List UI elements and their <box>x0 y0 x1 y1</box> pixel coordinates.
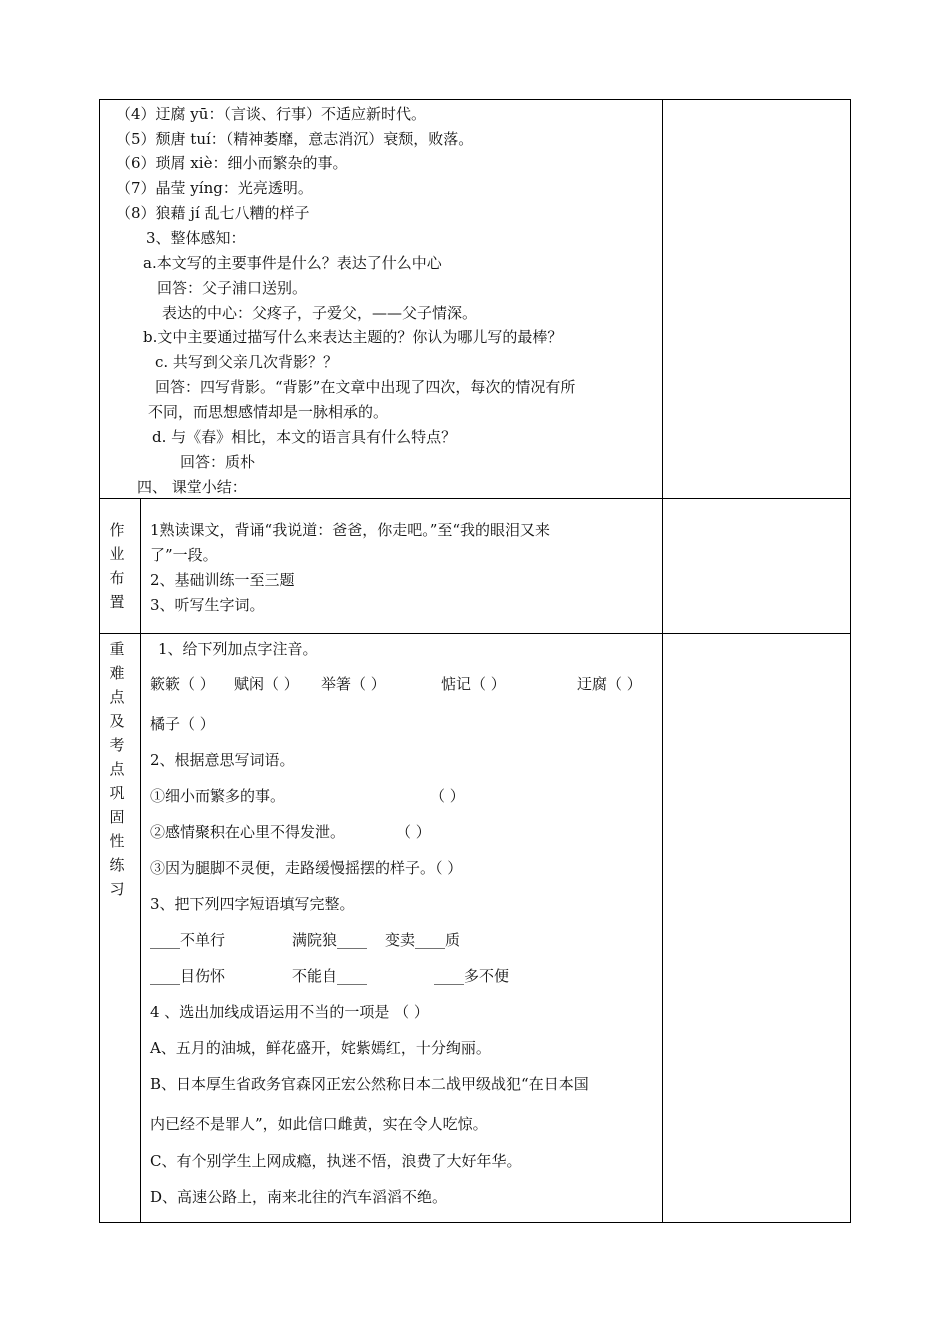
fill-blank-item: ____不单行 <box>150 931 226 949</box>
fill-blank-item: 满院狼____ <box>292 931 368 949</box>
question-2-c: ③因为腿脚不灵便，走路缓慢摇摆的样子。（ ） <box>150 859 463 877</box>
vocab-item: （4）迂腐 yū：（言谈、行事）不适应新时代。 <box>116 105 426 123</box>
homework-line: 3、听写生字词。 <box>150 596 265 614</box>
pinyin-item: 迂腐（ ） <box>577 675 642 693</box>
pinyin-item: 惦记（ ） <box>441 675 506 693</box>
option-b-line2: 内已经不是罪人”，如此信口雌黄，实在令人吃惊。 <box>150 1115 488 1133</box>
question-4: 4 、选出加线成语运用不当的一项是 （ ） <box>150 1003 429 1021</box>
row-divider-2 <box>99 633 851 634</box>
column-divider-label <box>140 498 141 1223</box>
question-2-a-blank: （ ） <box>430 787 465 805</box>
answer-c-2: 不同，而思想感情却是一脉相承的。 <box>148 403 389 421</box>
pinyin-item: 赋闲（ ） <box>234 675 299 693</box>
vocab-item: （8）狼藉 jí 乱七八糟的样子 <box>116 204 310 222</box>
answer-a-1: 回答：父子浦口送别。 <box>157 279 308 297</box>
table-border-right <box>850 99 851 1223</box>
homework-line: 2、基础训练一至三题 <box>150 571 295 589</box>
question-2-b: ②感情聚积在心里不得发泄。 <box>150 823 346 841</box>
answer-c-1: 回答：四写背影。“背影”在文章中出现了四次，每次的情况有所 <box>155 378 576 396</box>
vocab-item: （5）颓唐 tuí：（精神萎靡，意志消沉）衰颓，败落。 <box>116 130 474 148</box>
question-3: 3、把下列四字短语填写完整。 <box>150 895 355 913</box>
question-2-a: ①细小而繁多的事。 <box>150 787 286 805</box>
fill-blank-item: 不能自____ <box>292 967 368 985</box>
pinyin-item: 簌簌（ ） <box>150 675 215 693</box>
table-border-left <box>99 99 100 1223</box>
fill-blank-item: 变卖____质 <box>385 931 461 949</box>
homework-label: 作 业 布 置 <box>109 521 125 611</box>
option-b-line1: B、日本厚生省政务官森冈正宏公然称日本二战甲级战犯“在日本国 <box>150 1075 589 1093</box>
pinyin-item: 橘子（ ） <box>150 715 215 733</box>
column-divider-right <box>662 99 663 1223</box>
question-2-b-blank: （ ） <box>396 823 431 841</box>
fill-blank-item: ____目伤怀 <box>150 967 226 985</box>
pinyin-item: 举箸（ ） <box>321 675 386 693</box>
question-b: b.文中主要通过描写什么来表达主题的？你认为哪儿写的最棒？ <box>143 328 563 346</box>
question-c: c. 共写到父亲几次背影？？ <box>155 353 338 371</box>
vocab-item: （7）晶莹 yíng：光亮透明。 <box>116 179 313 197</box>
question-2: 2、根据意思写词语。 <box>150 751 295 769</box>
practice-label: 重 难 点 及 考 点 巩 固 性 练 习 <box>109 640 125 898</box>
option-c: C、有个别学生上网成瘾，执迷不悟，浪费了大好年华。 <box>150 1152 522 1170</box>
answer-d: 回答：质朴 <box>180 453 256 471</box>
option-d: D、高速公路上，南来北往的汽车滔滔不绝。 <box>150 1188 448 1206</box>
row-divider-1 <box>99 498 851 499</box>
question-d: d. 与《春》相比，本文的语言具有什么特点？ <box>152 428 457 446</box>
homework-line: 1熟读课文，背诵“我说道：爸爸，你走吧。”至“我的眼泪又来 <box>150 521 551 539</box>
question-1: 1、给下列加点字注音。 <box>158 640 318 658</box>
homework-line: 了”一段。 <box>150 546 218 564</box>
table-border-top <box>99 99 851 100</box>
class-summary-heading: 四、 课堂小结： <box>137 478 247 496</box>
option-a: A、五月的油城，鲜花盛开，姹紫嫣红，十分绚丽。 <box>150 1039 491 1057</box>
table-border-bottom <box>99 1222 851 1223</box>
overview-heading: 3、整体感知： <box>146 229 246 247</box>
fill-blank-item: ____多不便 <box>434 967 510 985</box>
question-a: a.本文写的主要事件是什么？表达了什么中心 <box>143 254 442 272</box>
answer-a-2: 表达的中心：父疼子，子爱父，——父子情深。 <box>162 304 478 322</box>
vocab-item: （6）琐屑 xiè：细小而繁杂的事。 <box>116 154 348 172</box>
